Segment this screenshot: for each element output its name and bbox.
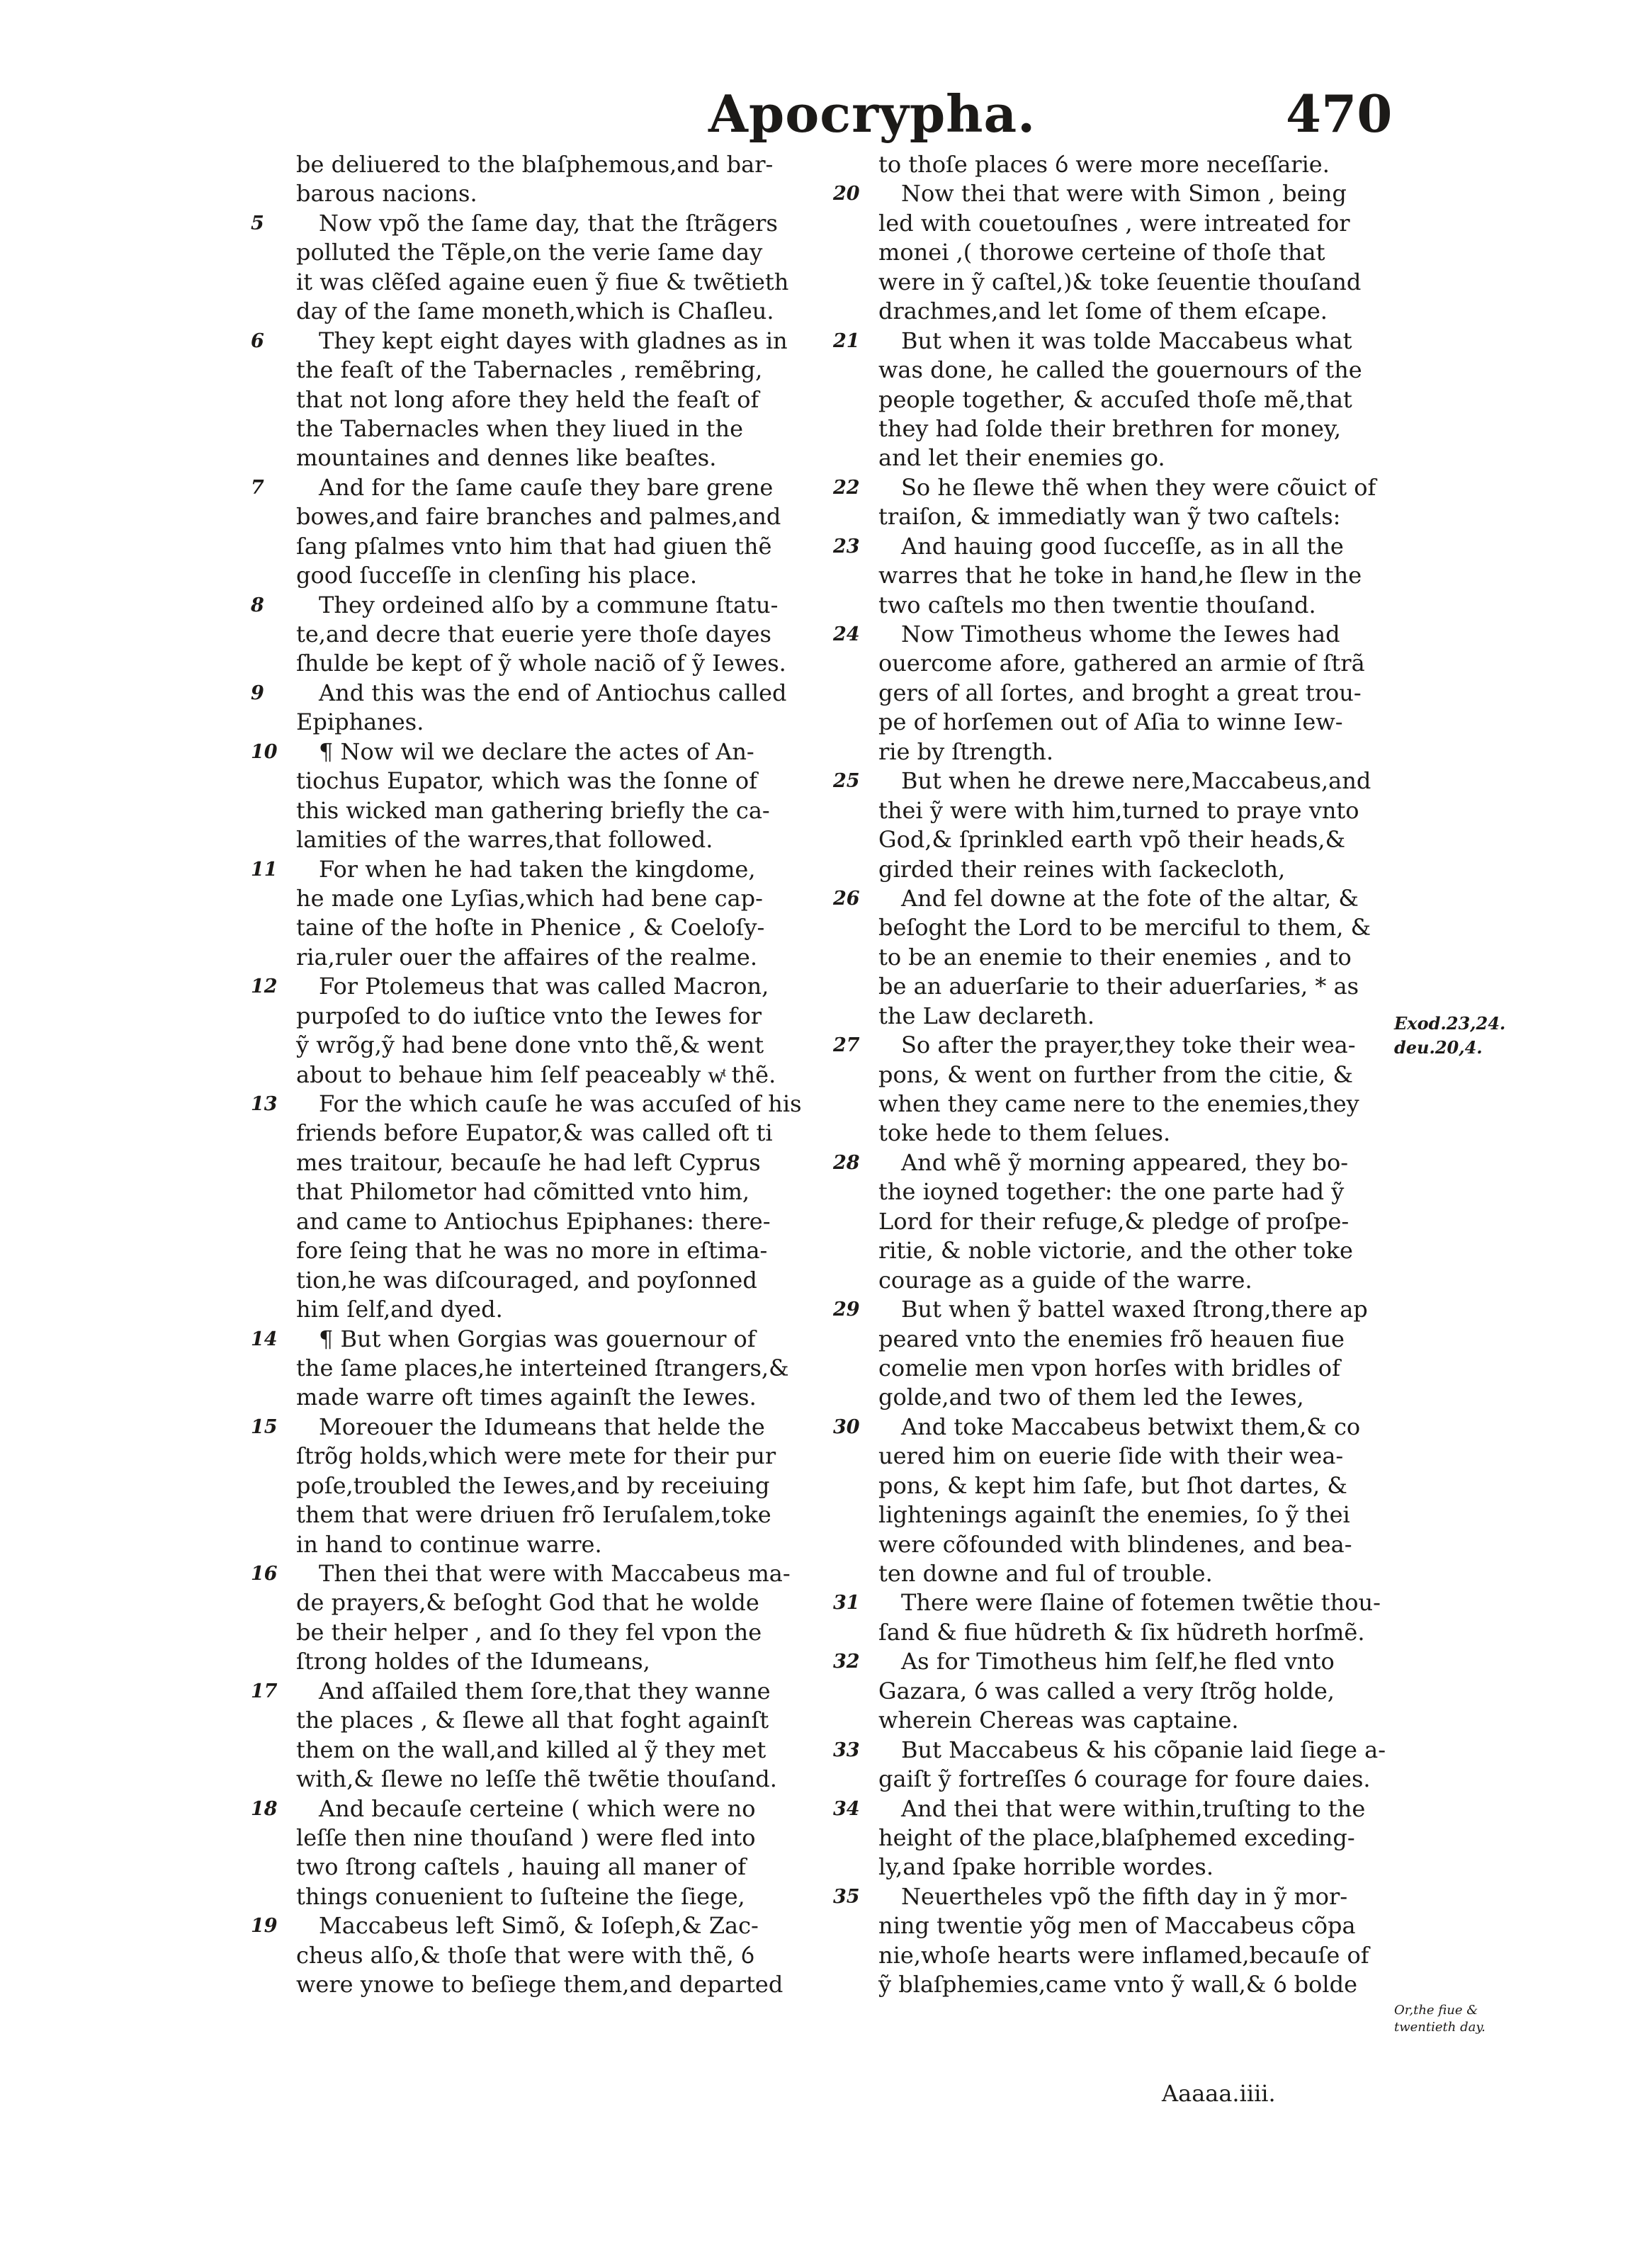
text-line	[296, 502, 905, 531]
text-line	[833, 1736, 1488, 1765]
text-line	[833, 1588, 1488, 1617]
text-line	[878, 1090, 1488, 1119]
line-text: Now thei that were with Simon , being	[901, 180, 1347, 208]
line-text: For when he had taken the kingdome,	[319, 855, 756, 883]
text-line	[296, 620, 905, 649]
line-text: But when ỹ battel waxed ſtrong,there ap	[901, 1296, 1368, 1323]
text-line	[833, 1794, 1488, 1824]
text-line	[878, 150, 1488, 179]
line-text: Now vpõ the ſame day, that the ſtrãgers	[319, 209, 778, 237]
text-line	[878, 796, 1488, 825]
margin-note-exodus-line2: deu.20,4.	[1394, 1037, 1483, 1058]
line-text: ¶ But when Gorgias was gouernour of	[319, 1325, 756, 1352]
verse-number: 23	[833, 535, 860, 558]
text-line	[878, 356, 1488, 385]
line-text: ſtrong holdes of the Idumeans,	[296, 1648, 650, 1675]
line-text: ouercome afore, gathered an armie of ſtrã	[878, 650, 1365, 677]
text-line	[878, 443, 1488, 473]
text-line	[296, 913, 905, 942]
line-text: day of the ſame moneth,which is Chaſleu.	[296, 298, 774, 325]
text-line	[833, 884, 1488, 913]
line-text: the ioyned together: the one parte had ỹ	[878, 1178, 1345, 1206]
line-text: thei ỹ were with him,turned to praye vnto	[878, 796, 1359, 824]
line-text: this wicked man gathering briefly the ca-	[296, 796, 770, 824]
line-text: them on the wall,and killed al ỹ they met	[296, 1736, 766, 1763]
text-line	[296, 1736, 905, 1765]
verse-number: 15	[251, 1415, 278, 1438]
margin-note-exodus-line1: Exod.23,24.	[1394, 1013, 1506, 1034]
line-text: were ynowe to beſiege them,and departed	[296, 1971, 783, 1999]
running-head-title: Apocrypha.	[708, 84, 1036, 144]
text-line	[878, 1325, 1488, 1354]
line-text: leſſe then nine thouſand ) were fled into	[296, 1824, 756, 1851]
line-text: with,& ſlewe no leſſe thẽ twẽtie thouſand.	[296, 1765, 777, 1793]
line-text: golde,and two of them led the Iewes,	[878, 1384, 1304, 1411]
text-line	[878, 649, 1488, 678]
text-line	[878, 1207, 1488, 1236]
text-line	[878, 1383, 1488, 1412]
line-text: ỹ blaſphemies,came vnto ỹ wall,& ỽ bolde	[878, 1971, 1358, 1999]
text-line	[296, 443, 905, 473]
line-text: the feaſt of the Tabernacles , remẽbring,	[296, 356, 763, 384]
line-text: So after the prayer,they toke their wea-	[901, 1031, 1356, 1059]
text-line	[296, 1236, 905, 1265]
text-line	[296, 1647, 905, 1676]
line-text: made warre oft times againſt the Iewes.	[296, 1384, 757, 1411]
line-text: wherein Chereas was captaine.	[878, 1707, 1239, 1734]
line-text: gers of all ſortes, and broght a great trou-	[878, 679, 1362, 706]
text-line	[833, 1148, 1488, 1177]
verse-number: 17	[251, 1680, 278, 1702]
line-text: For the which cauſe he was accuſed of his	[319, 1090, 802, 1117]
text-line	[296, 1383, 905, 1412]
text-line	[878, 825, 1488, 854]
line-text: And thei that were within,truſting to the	[901, 1794, 1366, 1822]
line-text: ſtrõg holds,which were mete for their pur	[296, 1442, 776, 1470]
line-text: things conuenient to ſuſteine the ſiege,	[296, 1882, 745, 1910]
line-text: comelie men vpon horſes with bridles of	[878, 1354, 1340, 1381]
verse-number: 32	[833, 1651, 860, 1673]
line-text: that not long afore they held the feaſt of	[296, 385, 759, 413]
line-text: ten downe and ful of trouble.	[878, 1560, 1213, 1587]
line-text: monei ,( thorowe certeine of thoſe that	[878, 239, 1325, 266]
line-text: the places , & ſlewe all that foght againſt	[296, 1707, 769, 1734]
text-line	[251, 1911, 905, 1940]
text-line	[878, 238, 1488, 267]
line-text: Epiphanes.	[296, 708, 424, 736]
text-line	[296, 1941, 905, 1970]
margin-note-fifth-day	[1394, 2002, 1486, 2036]
line-text: toke hede to them ſelues.	[878, 1119, 1171, 1147]
verse-number: 13	[251, 1093, 278, 1115]
text-line	[296, 1354, 905, 1383]
line-text: lightenings againſt the enemies, ſo ỹ thei	[878, 1501, 1350, 1529]
text-line	[833, 1882, 1488, 1911]
line-text: And hauing good ſucceſſe, as in all the	[901, 532, 1344, 560]
line-text: them that were driuen frõ Ieruſalem,toke	[296, 1501, 771, 1529]
line-text: They kept eight dayes with gladnes as in	[319, 327, 788, 354]
verse-number: 34	[833, 1797, 860, 1820]
text-line	[878, 1119, 1488, 1148]
verse-number: 29	[833, 1299, 860, 1321]
text-line	[833, 620, 1488, 649]
text-line	[878, 1970, 1488, 1999]
line-text: that Philometor had cõmitted vnto him,	[296, 1178, 750, 1206]
text-line	[251, 1794, 905, 1824]
text-line	[296, 1618, 905, 1647]
verse-number: 7	[251, 476, 264, 499]
text-line	[296, 238, 905, 267]
text-line	[833, 1295, 1488, 1324]
line-text: And for the ſame cauſe they bare grene	[319, 473, 774, 501]
line-text: Maccabeus left Simõ, & Ioſeph,& Zac-	[319, 1912, 759, 1940]
text-line	[296, 1177, 905, 1206]
text-line	[296, 1970, 905, 1999]
verse-number: 12	[251, 976, 278, 998]
text-line	[296, 1148, 905, 1177]
line-text: to be an enemie to their enemies , and to	[878, 943, 1352, 971]
line-text: the Law declareth.	[878, 1002, 1094, 1029]
text-line	[833, 473, 1488, 502]
line-text: be deliuered to the blaſphemous,and bar-	[296, 151, 774, 178]
line-text: was done, he called the gouernours of the	[878, 356, 1362, 384]
text-line	[296, 561, 905, 590]
text-line	[296, 649, 905, 678]
line-text: were cõfounded with blindenes, and bea-	[878, 1530, 1352, 1558]
text-line	[251, 1413, 905, 1442]
verse-number: 11	[251, 858, 278, 881]
line-text: ning twentie yõg men of Maccabeus cõpa	[878, 1912, 1356, 1940]
text-line	[251, 473, 905, 502]
text-line	[878, 913, 1488, 942]
text-line	[833, 767, 1488, 796]
text-line	[296, 767, 905, 796]
text-line	[296, 1471, 905, 1500]
line-text: As for Timotheus him ſelf,he fled vnto	[901, 1648, 1335, 1675]
line-text: be their helper , and ſo they fel vpon the	[296, 1618, 762, 1646]
line-text: cheus alſo,& thoſe that were with thẽ, ỽ	[296, 1941, 754, 1969]
line-text: tiochus Eupator, which was the ſonne of	[296, 767, 757, 795]
line-text: friends before Eupator,& was called oft ti	[296, 1119, 773, 1147]
line-text: height of the place,blaſphemed exceding-	[878, 1824, 1355, 1851]
line-text: led with couetouſnes , were intreated for	[878, 209, 1350, 237]
text-line	[251, 591, 905, 620]
line-text: rie by ſtrength.	[878, 737, 1054, 765]
line-text: And toke Maccabeus betwixt them,& co	[901, 1413, 1361, 1440]
text-line	[878, 855, 1488, 884]
text-line	[878, 1706, 1488, 1735]
text-line	[878, 1911, 1488, 1940]
line-text: Lord for their refuge,& pledge of proſpe-	[878, 1207, 1350, 1235]
line-text: So he ſlewe thẽ when they were cõuict of	[901, 473, 1376, 501]
line-text: he made one Lyſias,which had bene cap-	[296, 884, 763, 912]
text-line	[878, 1530, 1488, 1559]
text-line	[296, 1706, 905, 1735]
line-text: the Tabernacles when they liued in the	[296, 414, 744, 442]
line-text: two caſtels mo then twentie thouſand.	[878, 591, 1316, 618]
line-text: Now Timotheus whome the Iewes had	[901, 621, 1340, 648]
text-line	[296, 1588, 905, 1617]
line-text: gaiſt ỹ fortreſſes ỽ courage for foure daies.	[878, 1765, 1371, 1793]
text-line	[296, 884, 905, 913]
text-line	[878, 1677, 1488, 1706]
line-text: And fel downe at the fote of the altar, &	[901, 884, 1359, 912]
line-text: ſhulde be kept of ỹ whole naciõ of ỹ Iewes.	[296, 650, 786, 677]
line-text: fore ſeing that he was no more in eſtima-	[296, 1237, 768, 1265]
text-line	[251, 855, 905, 884]
line-text: drachmes,and let ſome of them eſcape.	[878, 298, 1328, 325]
line-text: people together, & accuſed thoſe mẽ,that	[878, 385, 1352, 413]
line-text: And aſſailed them ſore,that they wanne	[319, 1677, 771, 1705]
text-line	[878, 1442, 1488, 1471]
line-text: him ſelf,and dyed.	[296, 1296, 503, 1323]
text-line	[296, 179, 905, 208]
line-text: purpoſed to do iuſtice vnto the Iewes for	[296, 1002, 762, 1029]
signature-mark: Aaaaa.iiii.	[1162, 2080, 1276, 2107]
verse-number: 30	[833, 1415, 860, 1438]
text-line	[296, 414, 905, 443]
line-text: pons, & kept him ſafe, but ſhot dartes, &	[878, 1471, 1347, 1499]
line-text: it was clẽſed againe euen ỹ fiue & twẽtieth	[296, 268, 789, 295]
line-text: lamities of the warres,that followed.	[296, 826, 713, 854]
line-text: good ſucceſſe in clenſing his place.	[296, 562, 698, 589]
line-text: warres that he toke in hand,he ſlew in the	[878, 562, 1362, 589]
line-text: when they came nere to the enemies,they	[878, 1090, 1359, 1117]
line-text: pons, & went on further from the citie, &	[878, 1061, 1353, 1088]
text-line	[296, 825, 905, 854]
page-number: 470	[1286, 84, 1393, 144]
text-line	[878, 297, 1488, 326]
text-line	[296, 1119, 905, 1148]
text-line	[296, 532, 905, 561]
line-text: Gazara, ỽ was called a very ſtrõg holde,	[878, 1677, 1335, 1705]
verse-number: 35	[833, 1885, 860, 1908]
line-text: they had ſolde their brethren for money,	[878, 414, 1341, 442]
line-text: to thoſe places ỽ were more neceſſarie.	[878, 151, 1330, 178]
line-text: Neuertheles vpõ the fifth day in ỹ mor-	[901, 1882, 1348, 1910]
text-line	[296, 1295, 905, 1324]
line-text: poſe,troubled the Iewes,and by receiuing	[296, 1471, 770, 1499]
text-line	[878, 1941, 1488, 1970]
text-line	[878, 1236, 1488, 1265]
verse-number: 6	[251, 329, 264, 352]
margin-note-day-line1: Or,the fiue &	[1394, 2003, 1478, 2018]
margin-note-day-line2: twentieth day.	[1394, 2020, 1486, 2035]
verse-number: 24	[833, 623, 860, 645]
line-text: But when he drewe nere,Maccabeus,and	[901, 767, 1371, 795]
verse-number: 26	[833, 887, 860, 910]
text-line	[296, 150, 905, 179]
verse-number: 8	[251, 594, 264, 616]
text-line	[251, 737, 905, 767]
text-line	[878, 1266, 1488, 1295]
line-text: uered him on euerie ſide with their wea-	[878, 1442, 1344, 1470]
line-text: ly,and ſpake horrible wordes.	[878, 1853, 1213, 1881]
line-text: nie,whoſe hearts were inflamed,becauſe of	[878, 1941, 1369, 1969]
text-line	[296, 1853, 905, 1882]
text-line	[878, 1824, 1488, 1853]
text-line	[878, 561, 1488, 590]
text-line	[251, 1559, 905, 1588]
line-text: te,and decre that euerie yere thoſe dayes	[296, 621, 771, 648]
text-line	[878, 679, 1488, 708]
text-line	[296, 385, 905, 414]
text-line	[296, 356, 905, 385]
line-text: There were ſlaine of fotemen twẽtie thou-	[901, 1589, 1381, 1617]
verse-number: 16	[251, 1563, 278, 1585]
verse-number: 21	[833, 329, 860, 352]
text-line	[296, 1500, 905, 1530]
line-text: tion,he was diſcouraged, and poyſonned	[296, 1266, 757, 1294]
text-line	[878, 502, 1488, 531]
text-line	[296, 1530, 905, 1559]
line-text: courage as a guide of the warre.	[878, 1266, 1252, 1294]
line-text: two ſtrong caſtels , hauing all maner of	[296, 1853, 747, 1881]
text-line	[296, 268, 905, 297]
text-line	[296, 943, 905, 972]
verse-number: 25	[833, 770, 860, 793]
text-line	[296, 1061, 905, 1090]
text-line	[296, 708, 905, 737]
line-text: Moreouer the Idumeans that helde the	[319, 1413, 765, 1440]
line-text: ſand & fiue hũdreth & ſix hũdreth horſmẽ.	[878, 1618, 1365, 1646]
text-line	[878, 385, 1488, 414]
text-line	[878, 1853, 1488, 1882]
verse-number: 10	[251, 740, 278, 763]
verse-number: 33	[833, 1739, 860, 1761]
text-line	[833, 179, 1488, 208]
line-text: They ordeined alſo by a commune ſtatu-	[319, 591, 779, 618]
line-text: about to behaue him ſelf peaceably wͭ thẽ.	[296, 1061, 776, 1088]
line-text: peared vnto the enemies frõ heauen fiue	[878, 1325, 1345, 1352]
text-line	[833, 532, 1488, 561]
verse-number: 31	[833, 1592, 860, 1615]
text-line	[296, 1266, 905, 1295]
text-line	[878, 268, 1488, 297]
text-line	[251, 327, 905, 356]
text-line	[878, 1765, 1488, 1794]
line-text: and came to Antiochus Epiphanes: there-	[296, 1207, 771, 1235]
line-text: girded their reines with ſackecloth,	[878, 855, 1286, 883]
text-line	[296, 297, 905, 326]
line-text: pe of horſemen out of Aſia to winne Iew-	[878, 708, 1343, 736]
line-text: ỹ wrõg,ỹ had bene done vnto thẽ,& went	[296, 1031, 764, 1059]
text-line	[878, 1618, 1488, 1647]
text-line	[296, 1442, 905, 1471]
verse-number: 20	[833, 183, 860, 205]
line-text: ria,ruler ouer the affaires of the realme.	[296, 943, 757, 971]
text-line	[878, 1559, 1488, 1588]
line-text: Then thei that were with Maccabeus ma-	[319, 1560, 791, 1587]
text-line	[878, 591, 1488, 620]
text-line	[296, 1207, 905, 1236]
verse-number: 18	[251, 1797, 278, 1820]
verse-number: 14	[251, 1328, 278, 1350]
text-line	[296, 1882, 905, 1911]
line-text: and let their enemies go.	[878, 444, 1165, 472]
verse-number: 9	[251, 682, 264, 704]
text-line	[251, 972, 905, 1001]
line-text: And becauſe certeine ( which were no	[319, 1794, 756, 1822]
text-line	[878, 1354, 1488, 1383]
text-line	[833, 1647, 1488, 1676]
text-line	[251, 1325, 905, 1354]
left-text-column	[251, 150, 905, 2000]
text-line	[251, 1090, 905, 1119]
verse-number: 28	[833, 1151, 860, 1174]
line-text: de prayers,& beſoght God that he wolde	[296, 1589, 759, 1617]
text-line	[878, 1500, 1488, 1530]
line-text: mountaines and dennes like beaſtes.	[296, 444, 717, 472]
line-text: But when it was tolde Maccabeus what	[901, 327, 1352, 354]
text-line	[878, 737, 1488, 767]
text-line	[251, 679, 905, 708]
text-line	[296, 1824, 905, 1853]
line-text: God,& ſprinkled earth vpõ their heads,&	[878, 826, 1346, 854]
right-text-column	[833, 150, 1488, 2000]
line-text: traiſon, & immediatly wan ỹ two caſtels:	[878, 503, 1341, 531]
line-text: ¶ Now wil we declare the actes of An-	[319, 737, 754, 765]
verse-number: 5	[251, 212, 264, 234]
line-text: And this was the end of Antiochus called	[319, 679, 787, 706]
text-line	[878, 414, 1488, 443]
line-text: in hand to continue warre.	[296, 1530, 602, 1558]
text-line	[878, 708, 1488, 737]
text-line	[296, 1765, 905, 1794]
margin-note-exodus-ref	[1394, 1012, 1505, 1060]
text-line	[296, 1002, 905, 1031]
line-text: But Maccabeus & his cõpanie laid ſiege a-	[901, 1736, 1386, 1763]
line-text: taine of the hoſte in Phenice , & Coeloſy-	[296, 914, 765, 942]
text-line	[833, 1413, 1488, 1442]
line-text: polluted the Tẽple,on the verie ſame day	[296, 239, 763, 266]
line-text: ſang pſalmes vnto him that had giuen thẽ	[296, 532, 772, 560]
verse-number: 19	[251, 1915, 278, 1938]
line-text: beſoght the Lord to be merciful to them, &	[878, 914, 1371, 942]
text-line	[878, 972, 1488, 1001]
text-line	[296, 1031, 905, 1060]
line-text: For Ptolemeus that was called Macron,	[319, 973, 769, 1000]
line-text: bowes,and faire branches and palmes,and	[296, 503, 781, 531]
line-text: the ſame places,he interteined ſtrangers,&	[296, 1354, 789, 1381]
text-line	[878, 1177, 1488, 1206]
text-line	[251, 209, 905, 238]
text-line	[296, 796, 905, 825]
text-line	[878, 1061, 1488, 1090]
text-line	[878, 209, 1488, 238]
line-text: be an aduerſarie to their aduerſaries, * as	[878, 973, 1359, 1000]
text-line	[878, 1471, 1488, 1500]
line-text: were in ỹ caſtel,)& toke ſeuentie thouſand	[878, 268, 1362, 295]
line-text: And whẽ ỹ morning appeared, they bo-	[901, 1148, 1349, 1176]
text-line	[251, 1677, 905, 1706]
text-line	[833, 327, 1488, 356]
line-text: mes traitour, becauſe he had left Cyprus	[296, 1148, 761, 1176]
line-text: barous nacions.	[296, 180, 477, 208]
text-line	[878, 943, 1488, 972]
verse-number: 27	[833, 1034, 860, 1057]
line-text: ritie, & noble victorie, and the other toke	[878, 1237, 1353, 1265]
verse-number: 22	[833, 476, 860, 499]
